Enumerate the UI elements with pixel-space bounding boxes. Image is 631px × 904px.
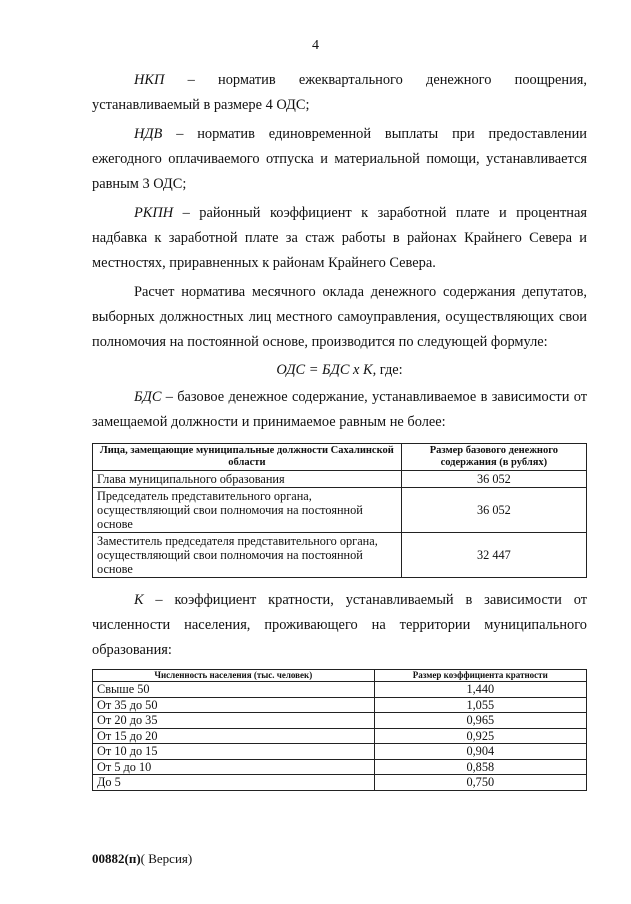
text-k: – коэффициент кратности, устанавливаемый в зависимости от численности населения, проживающего на территории муниципального образования: [92,592,587,658]
table-row [93,744,587,760]
term-ndv: НДВ [134,126,163,142]
paragraph-ndv [92,122,587,197]
base-salary-table [92,443,587,578]
formula-suffix: где: [376,362,403,378]
coefficient-table [92,669,587,791]
text-ndv: – норматив единовременной выплаты при предоставлении ежегодного оплачиваемого отпуска и материальной помощи, устанавливается равным 3 ОДС; [92,126,587,192]
paragraph-k [92,588,587,663]
table-header-coefficient: Размер коэффициента кратности [374,670,586,682]
table-row [93,759,587,775]
table-row [93,697,587,713]
table-cell-value: 36 052 [401,471,586,488]
table-cell-value: 0,858 [374,759,586,775]
term-bds: БДС [134,389,162,405]
table-cell-value: 0,965 [374,713,586,729]
table-header-population: Численность населения (тыс. человек) [93,670,375,682]
table-cell-range: От 10 до 15 [93,744,375,760]
document-footer [92,851,192,867]
table-cell-range: Свыше 50 [93,682,375,698]
paragraph-nkp [92,68,587,118]
table-header-salary: Размер базового денежного содержания (в рублях) [401,444,586,471]
table-cell-value: 32 447 [401,533,586,578]
document-version: ( Версия) [140,851,193,866]
table-cell-value: 0,904 [374,744,586,760]
text-bds: – базовое денежное содержание, устанавливаемое в зависимости от замещаемой должности и принимаемое равным не более: [92,389,587,430]
table-cell-range: От 35 до 50 [93,697,375,713]
table-cell-value: 1,440 [374,682,586,698]
table-cell-value: 36 052 [401,488,586,533]
document-code: 00882(п) [92,851,141,866]
table-row [93,775,587,791]
table-cell-value: 1,055 [374,697,586,713]
table-row [93,471,587,488]
table-header-row [93,670,587,682]
document-body [92,68,587,791]
table-row [93,488,587,533]
table-cell-range: От 15 до 20 [93,728,375,744]
table-cell-position: Заместитель председателя представительного органа, осуществляющий свои полномочия на постоянной основе [93,533,402,578]
table-cell-range: От 20 до 35 [93,713,375,729]
table-cell-position: Председатель представительного органа, осуществляющий свои полномочия на постоянной основе [93,488,402,533]
table-row [93,728,587,744]
term-rkpn: РКПН [134,205,174,221]
formula-expression: ОДС = БДС x К, [276,362,377,378]
table-cell-range: До 5 [93,775,375,791]
paragraph-rkpn [92,201,587,276]
table-cell-value: 0,750 [374,775,586,791]
table-cell-value: 0,925 [374,728,586,744]
text-nkp: – норматив ежеквартального денежного поощрения, устанавливаемый в размере 4 ОДС; [92,72,587,113]
term-nkp: НКП [134,72,165,88]
paragraph-calculation: Расчет норматива месячного оклада денежного содержания депутатов, выборных должностных лиц местного самоуправления, осуществляющих свои полномочия на постоянной основе, производится по следующей формуле: [92,284,587,350]
text-rkpn: – районный коэффициент к заработной плате и процентная надбавка к заработной плате за стаж работы в районах Крайнего Севера и местностях, приравненных к районам Крайнего Севера. [92,205,587,271]
table-cell-position: Глава муниципального образования [93,471,402,488]
table-cell-range: От 5 до 10 [93,759,375,775]
table-row [93,682,587,698]
paragraph-bds [92,385,587,435]
table-row [93,533,587,578]
table-row [93,713,587,729]
table-header-row [93,444,587,471]
table-header-position: Лица, замещающие муниципальные должности Сахалинской области [93,444,402,471]
page-number: 4 [312,38,319,53]
term-k: К [134,592,144,608]
formula [92,358,587,383]
